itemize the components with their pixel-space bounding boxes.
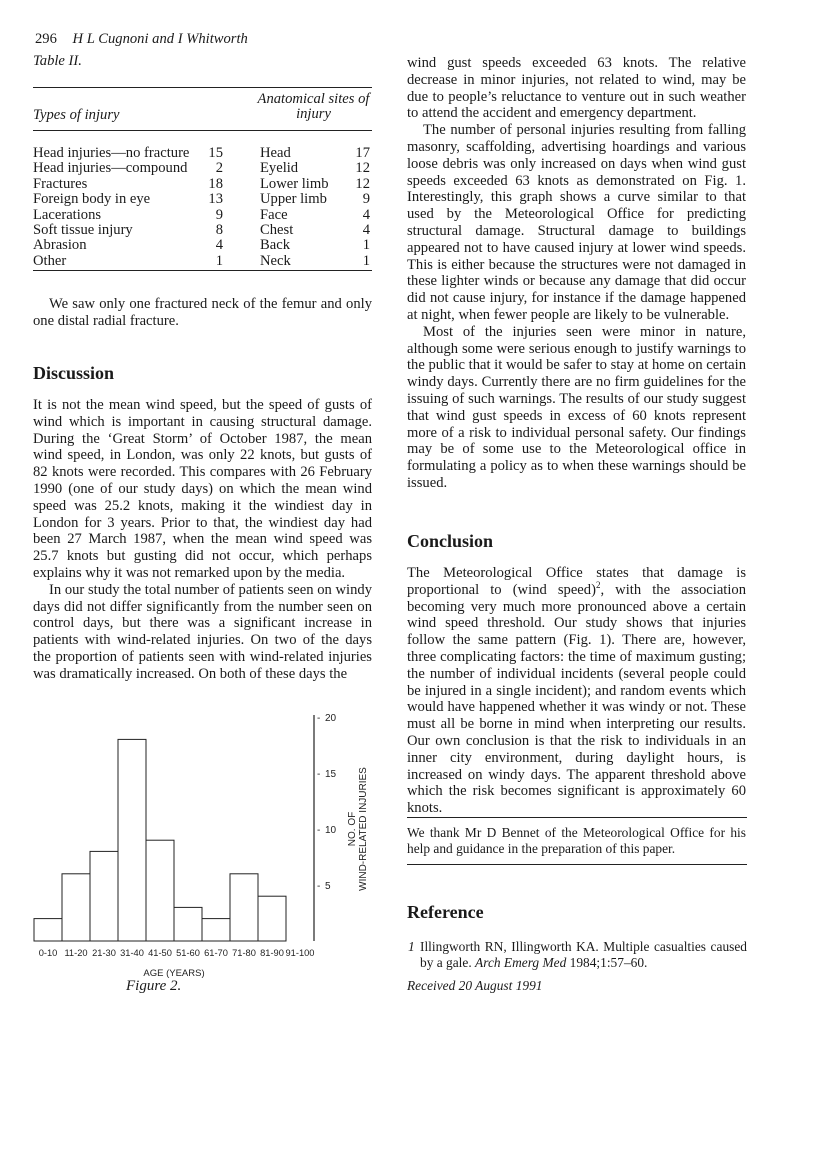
injury-type-count: 18 — [208, 175, 223, 192]
results-paragraph-1: wind gust speeds exceeded 63 knots. The relative decrease in minor injuries, not related to wind, may be due to people’s reluctance to venture out in such weather to attend the accident and emergency department. — [407, 55, 746, 122]
acknowledgement-bottom-rule — [407, 864, 747, 865]
reference-text: Illingworth RN, Illingworth KA. Multiple casualties caused by a gale. — [420, 939, 747, 970]
intro-paragraph: We saw only one fractured neck of the femur and only one distal radial fracture. — [33, 296, 372, 329]
conclusion-heading: Conclusion — [407, 531, 494, 551]
discussion-paragraph-2: In our study the total number of patients seen on windy days did not differ significantly from the number seen on control days, but there was a significant increase in patients with wind-related injuries. On two of the days the proportion of patients seen with wind-related injuries was dramatically increased. On both of these days the — [33, 581, 372, 682]
bar-11-20 — [62, 874, 90, 941]
y-tick-mark: - — [317, 713, 321, 724]
anatomical-site: Chest — [260, 221, 294, 238]
anatomical-site: Face — [260, 206, 288, 223]
reference-journal: Arch Emerg Med — [475, 955, 567, 970]
table-header-sites-line1: Anatomical sites of — [257, 91, 370, 107]
x-tick-label: 21-30 — [92, 948, 116, 958]
x-tick-label: 11-20 — [64, 948, 88, 958]
conclusion-text-a: The Meteorological Office states that damage is proportional to (wind speed) — [407, 565, 746, 598]
anatomical-site: Eyelid — [260, 160, 299, 177]
table-bottom-rule — [33, 270, 372, 271]
bar-21-30 — [90, 851, 118, 941]
x-axis-title: AGE (YEARS) — [143, 968, 205, 979]
acknowledgement-text: We thank Mr D Bennet of the Meteorological Office for his help and guidance in the preparation of this paper. — [407, 825, 746, 856]
injury-type: Abrasion — [33, 237, 87, 254]
results-paragraph-2: The number of personal injuries resulting from falling masonry, scaffolding, advertising hoardings and various loose debris was only increased on days when wind gust speeds exceeded 63 knots as demonstrated on Fig. 1. Interestingly, this graph shows a curve similar to that used by the Meteorological Office for predicting structural damage. Structural damage to buildings appeared not to have caused injury at lower wind speeds. This is either because the structures were not damaged in these lighter winds or because any damage that did occur did not cause injury, for instance if the damage happened at night, when fewer people are likely to be vulnerable. — [407, 122, 746, 323]
injury-type: Foreign body in eye — [33, 191, 151, 208]
x-tick-label: 71-80 — [232, 948, 256, 958]
bar-71-80 — [230, 874, 258, 941]
table-header-sites — [255, 92, 372, 123]
table-row — [33, 238, 372, 253]
x-tick-label: 51-60 — [176, 948, 200, 958]
discussion-paragraph-1: It is not the mean wind speed, but the speed of gusts of wind which is important in causing structural damage. During the ‘Great Storm’ of October 1987, the mean wind speed, in London, was only 22 knots, but gusts of 82 knots were recorded. This compares with 26 February 1990 (one of our study days) on which the mean wind speed was 25.2 knots, making it the windiest day in London for 3 years. Prior to that, the windiest day had been 27 March 1987, when the mean wind speed was 25.7 knots but gusting did not occur, which perhaps explains why it was not remarked upon by the media. — [33, 397, 372, 581]
y-axis-title — [347, 767, 369, 891]
y-tick-mark: - — [317, 825, 321, 836]
conclusion-text — [407, 565, 746, 817]
table-caption: Table II. — [33, 53, 82, 69]
acknowledgement — [407, 825, 746, 856]
anatomical-site-count: 4 — [362, 221, 370, 238]
anatomical-site-count: 1 — [362, 252, 370, 269]
table-header-types: Types of injury — [33, 107, 120, 123]
bar-51-60 — [174, 907, 202, 941]
injury-type-count: 9 — [215, 206, 223, 223]
table-row — [33, 208, 372, 223]
x-tick-label: 0-10 — [38, 948, 58, 958]
injury-type-count: 15 — [208, 145, 223, 161]
table-row — [33, 177, 372, 192]
y-tick-mark: - — [317, 769, 321, 780]
results-paragraph-3: Most of the injuries seen were minor in nature, although some were serious enough to justify warnings to the public that it would be safer to stay at home on certain windy days. Currently there are no firm guidelines for the issuing of such warnings. The results of our study suggest that wind gust speeds in excess of 60 knots represent more of a risk to individual personal safety. Our findings may be of some use to the Meteorological office in formulating a policy as to when these warnings should be issued. — [407, 323, 746, 491]
intro-text — [33, 296, 372, 330]
table-header-rule — [33, 130, 372, 131]
anatomical-site: Head — [260, 145, 291, 161]
injury-type: Fractures — [33, 175, 88, 192]
injury-type-count: 4 — [215, 237, 223, 254]
figure-2-bar-chart — [20, 705, 400, 1005]
discussion-text — [33, 397, 372, 683]
anatomical-site: Neck — [260, 252, 291, 269]
bar-41-50 — [146, 840, 174, 941]
conclusion-text-b: , with the association becoming very much more pronounced above a certain wind speed threshold. Our study shows that injuries follow the same pattern (Fig. 1). There are, however, three complicating factors: the time of maximum gusting; the number of individual incidents (several people could be injured in a single incident); and random events which would have happened whether it was windy or not. These must all be borne in mind when interpreting our results. Our own conclusion is that the risk to individuals in an inner city environment, during daylight hours, is increased on windy days. The apparent threshold above which the risk becomes significant is approximately 60 knots. — [407, 581, 747, 817]
discussion-heading: Discussion — [33, 363, 115, 383]
table-row — [33, 146, 372, 161]
table-row — [33, 192, 372, 207]
running-header — [35, 31, 248, 48]
anatomical-site-count: 9 — [362, 191, 370, 208]
anatomical-site-count: 4 — [362, 206, 370, 223]
table-row — [33, 223, 372, 238]
y-tick-label: 20 — [325, 713, 337, 724]
bar-31-40 — [118, 739, 146, 941]
y-tick-mark: - — [317, 881, 321, 892]
superscript: 2 — [595, 579, 601, 590]
y-tick-label: 15 — [325, 769, 337, 780]
reference-citation: 1984;1:57–60. — [569, 955, 648, 970]
received-date: Received 20 August 1991 — [407, 978, 543, 993]
bar-0-10 — [34, 919, 62, 941]
authors: H L Cugnoni and I Whitworth — [72, 31, 248, 47]
anatomical-site-count: 12 — [355, 175, 370, 192]
right-column-text — [407, 55, 746, 492]
injury-type: Lacerations — [33, 206, 102, 223]
injury-type-count: 13 — [208, 191, 223, 208]
injury-type: Head injuries—no fracture — [33, 145, 190, 161]
y-tick-label: 5 — [325, 881, 331, 892]
anatomical-site: Lower limb — [260, 175, 329, 192]
table-header-sites-line2: injury — [296, 106, 331, 123]
injury-type: Head injuries—compound — [33, 160, 188, 177]
figure-caption: Figure 2. — [126, 978, 182, 994]
y-axis-title-line1: NO. OF — [347, 811, 358, 847]
injury-type-count: 8 — [215, 221, 223, 238]
x-tick-label: 31-40 — [120, 948, 144, 958]
injury-type: Soft tissue injury — [33, 221, 133, 238]
x-tick-label: 61-70 — [204, 948, 228, 958]
injury-type-count: 2 — [215, 160, 223, 177]
x-tick-label: 41-50 — [148, 948, 172, 958]
reference-number: 1 — [408, 939, 415, 954]
injury-table — [33, 146, 372, 269]
anatomical-site-count: 1 — [362, 237, 370, 254]
anatomical-site-count: 12 — [355, 160, 370, 177]
acknowledgement-top-rule — [407, 817, 747, 818]
bar-81-90 — [258, 896, 286, 941]
bar-61-70 — [202, 919, 230, 941]
y-axis-title-line2: WIND-RELATED INJURIES — [358, 767, 369, 891]
table-row — [33, 254, 372, 269]
injury-type: Other — [33, 252, 67, 269]
anatomical-site-count: 17 — [355, 145, 370, 161]
conclusion-paragraph — [407, 565, 746, 817]
table-row — [33, 161, 372, 176]
x-tick-label: 81-90 — [260, 948, 284, 958]
reference-entry — [420, 939, 747, 971]
table-top-rule — [33, 87, 372, 88]
x-tick-label: 91-100 — [285, 948, 315, 958]
page-number: 296 — [35, 31, 57, 47]
anatomical-site: Upper limb — [260, 191, 327, 208]
y-tick-label: 10 — [325, 825, 337, 836]
anatomical-site: Back — [260, 237, 290, 254]
reference-heading: Reference — [407, 902, 484, 922]
injury-type-count: 1 — [215, 252, 223, 269]
